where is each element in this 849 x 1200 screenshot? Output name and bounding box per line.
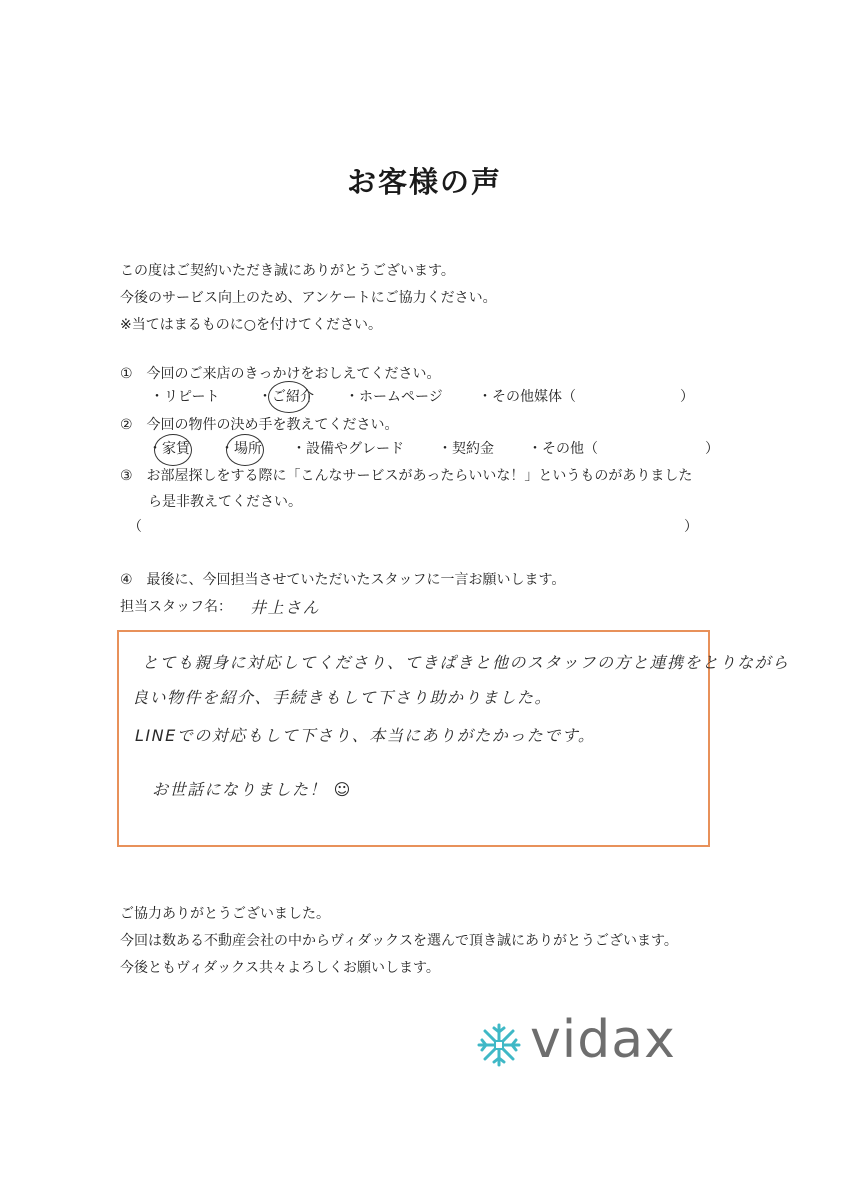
page-title: お客様の声 (346, 165, 502, 199)
comment-line-4: お世話になりました！ ☺ (152, 780, 352, 799)
q2-option-close-paren: ） (705, 441, 719, 457)
q1-option-other-media: ・その他媒体（ (478, 389, 576, 405)
staff-name-label: 担当スタッフ名： (120, 599, 232, 615)
selection-circle-rent (154, 434, 192, 466)
selection-circle-referral (268, 381, 310, 413)
intro-line-3: ※当てはまるものに○を付けてください。 (120, 317, 382, 333)
comment-line-3: LINEでの対応もして下さり、本当にありがたかったです。 (135, 726, 596, 745)
q1-option-referral: ・ご紹介 (258, 389, 314, 405)
closing-line-1: ご協力ありがとうございました。 (120, 906, 330, 922)
q1-option-homepage: ・ホームページ (345, 389, 443, 405)
q1-option-close-paren: ） (680, 389, 694, 405)
q3-answer-close-paren: ） (684, 519, 698, 535)
vidax-logo-text: vidax (530, 1010, 676, 1070)
question-2-label: ② 今回の物件の決め手を教えてください。 (120, 417, 399, 433)
question-4-label: ④ 最後に、今回担当させていただいたスタッフに一言お願いします。 (120, 572, 566, 588)
intro-line-1: この度はご契約いただき誠にありがとうございます。 (120, 263, 455, 279)
snowflake-icon (476, 1022, 522, 1068)
q2-option-location: ・場所 (220, 441, 262, 457)
selection-circle-location (226, 434, 264, 466)
comment-line-2: 良い物件を紹介、手続きもして下さり助かりました。 (132, 688, 553, 707)
q1-option-repeat: ・リピート (150, 389, 220, 405)
closing-line-3: 今後ともヴィダックス共々よろしくお願いします。 (120, 960, 440, 976)
q2-option-contract-fee: ・契約金 (438, 441, 494, 457)
closing-line-2: 今回は数ある不動産会社の中からヴィダックスを選んで頂き誠にありがとうございます。 (120, 933, 678, 949)
staff-name-handwritten: 井上さん (250, 598, 321, 617)
question-3-label-cont: ら是非教えてください。 (148, 494, 302, 510)
intro-line-2: 今後のサービス向上のため、アンケートにご協力ください。 (120, 290, 497, 306)
question-1-label: ① 今回のご来店のきっかけをおしえてください。 (120, 366, 441, 382)
q2-option-equipment: ・設備やグレード (292, 441, 404, 457)
q3-answer-open-paren: （ (128, 519, 142, 535)
q2-option-rent: ・家賃 (148, 441, 190, 457)
comment-line-1: とても親身に対応してくださり、てきぱきと他のスタッフの方と連携をとりながら (142, 653, 790, 672)
q2-option-other: ・その他（ (528, 441, 598, 457)
question-3-label: ③ お部屋探しをする際に「こんなサービスがあったらいいな！」というものがありました (120, 468, 693, 484)
